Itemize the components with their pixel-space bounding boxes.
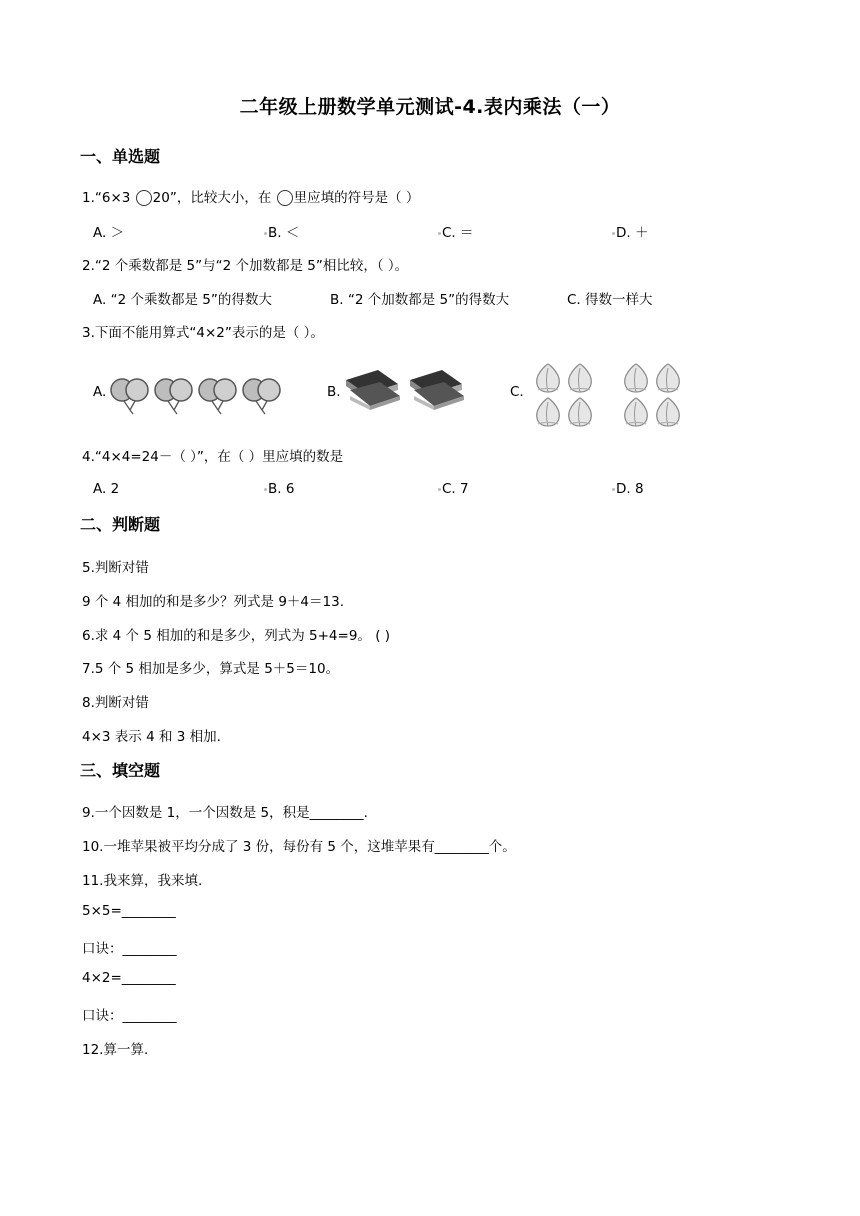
blank-circle-icon [136, 190, 152, 206]
q2-option-c[interactable]: C. 得数一样大 [567, 292, 653, 308]
question-5: 5.判断对错 [82, 560, 149, 576]
peach-icon [537, 364, 560, 392]
section-heading-single-choice: 一、单选题 [80, 147, 161, 166]
option-marker-icon [264, 232, 267, 235]
question-11-line-1: 5×5=________ [82, 903, 176, 919]
q3-option-c[interactable]: C. [510, 384, 524, 400]
q4-option-d[interactable] [612, 481, 644, 497]
section-heading-fill-blank: 三、填空题 [80, 761, 161, 780]
q4-option-c[interactable] [438, 481, 469, 497]
question-11: 11.我来算，我来填. [82, 873, 203, 889]
option-marker-icon [264, 488, 267, 491]
question-6: 6.求 4 个 5 相加的和是多少，列式为 5+4=9。 ( ) [82, 628, 391, 644]
balloon-pairs-image [110, 370, 282, 416]
option-marker-icon [438, 488, 441, 491]
question-8: 8.判断对错 [82, 695, 149, 711]
peach-icon [625, 398, 648, 426]
peach-icon [569, 364, 592, 392]
question-3: 3.下面不能用算式“4×2”表示的是（ ）。 [82, 325, 324, 341]
balloon-pair-icon [243, 379, 280, 414]
question-5-statement: 9 个 4 相加的和是多少？列式是 9＋4＝13. [82, 594, 344, 610]
balloon-pair-icon [155, 379, 192, 414]
question-7: 7.5 个 5 相加是多少，算式是 5＋5＝10。 [82, 661, 340, 677]
balloon-pair-icon [199, 379, 236, 414]
q2-option-a[interactable]: A. “2 个乘数都是 5”的得数大 [93, 292, 272, 308]
question-11-line-4: 口诀：________ [82, 1008, 177, 1024]
question-1-text-post: 里应填的符号是（ ） [293, 190, 420, 206]
q3-option-b[interactable]: B. [327, 384, 341, 400]
peach-icon [657, 398, 680, 426]
peach-icon [657, 364, 680, 392]
balloon-pair-icon [111, 379, 148, 414]
section-heading-true-false: 二、判断题 [80, 515, 161, 534]
question-12: 12.算一算. [82, 1042, 149, 1058]
question-4: 4.“4×4=24－（ ）”，在（ ）里应填的数是 [82, 449, 344, 465]
q4-option-a[interactable]: A. 2 [93, 481, 120, 497]
q1-option-d-label: D. ＋ [616, 225, 649, 241]
question-9: 9.一个因数是 1，一个因数是 5，积是________. [82, 805, 368, 821]
question-2: 2.“2 个乘数都是 5”与“2 个加数都是 5”相比较，（ ）。 [82, 258, 409, 274]
question-8-statement: 4×3 表示 4 和 3 相加. [82, 729, 221, 745]
peach-icon [569, 398, 592, 426]
q4-option-d-label: D. 8 [616, 481, 644, 497]
option-marker-icon [612, 232, 615, 235]
q4-option-b-label: B. 6 [268, 481, 295, 497]
peach-groups-image [532, 360, 694, 430]
q3-option-a[interactable]: A. [93, 384, 107, 400]
q4-option-c-label: C. 7 [442, 481, 469, 497]
book-stack-icon [410, 370, 464, 410]
page-title: 二年级上册数学单元测试-4.表内乘法（一） [239, 96, 621, 118]
question-1-text-mid: 20”，比较大小，在 [152, 190, 276, 206]
book-stack-icon [346, 370, 400, 410]
q2-option-b[interactable]: B. “2 个加数都是 5”的得数大 [330, 292, 510, 308]
option-marker-icon [612, 488, 615, 491]
q4-option-b[interactable] [264, 481, 294, 497]
q1-option-c[interactable] [438, 221, 474, 241]
blank-circle-icon [277, 190, 293, 206]
q1-option-b[interactable] [264, 221, 299, 241]
q1-option-a[interactable]: A. ＞ [93, 225, 125, 241]
q1-option-b-label: B. ＜ [268, 225, 300, 241]
option-marker-icon [438, 232, 441, 235]
peach-icon [625, 364, 648, 392]
book-stacks-image [344, 366, 472, 416]
question-1 [82, 186, 419, 206]
question-11-line-3: 4×2=________ [82, 970, 176, 986]
question-11-line-2: 口诀：________ [82, 941, 177, 957]
question-10: 10.一堆苹果被平均分成了 3 份，每份有 5 个，这堆苹果有________个。 [82, 839, 516, 855]
q1-option-d[interactable] [612, 221, 648, 241]
question-1-text-pre: 1.“6×3 [82, 190, 135, 206]
q1-option-c-label: C. ＝ [442, 225, 474, 241]
peach-icon [537, 398, 560, 426]
